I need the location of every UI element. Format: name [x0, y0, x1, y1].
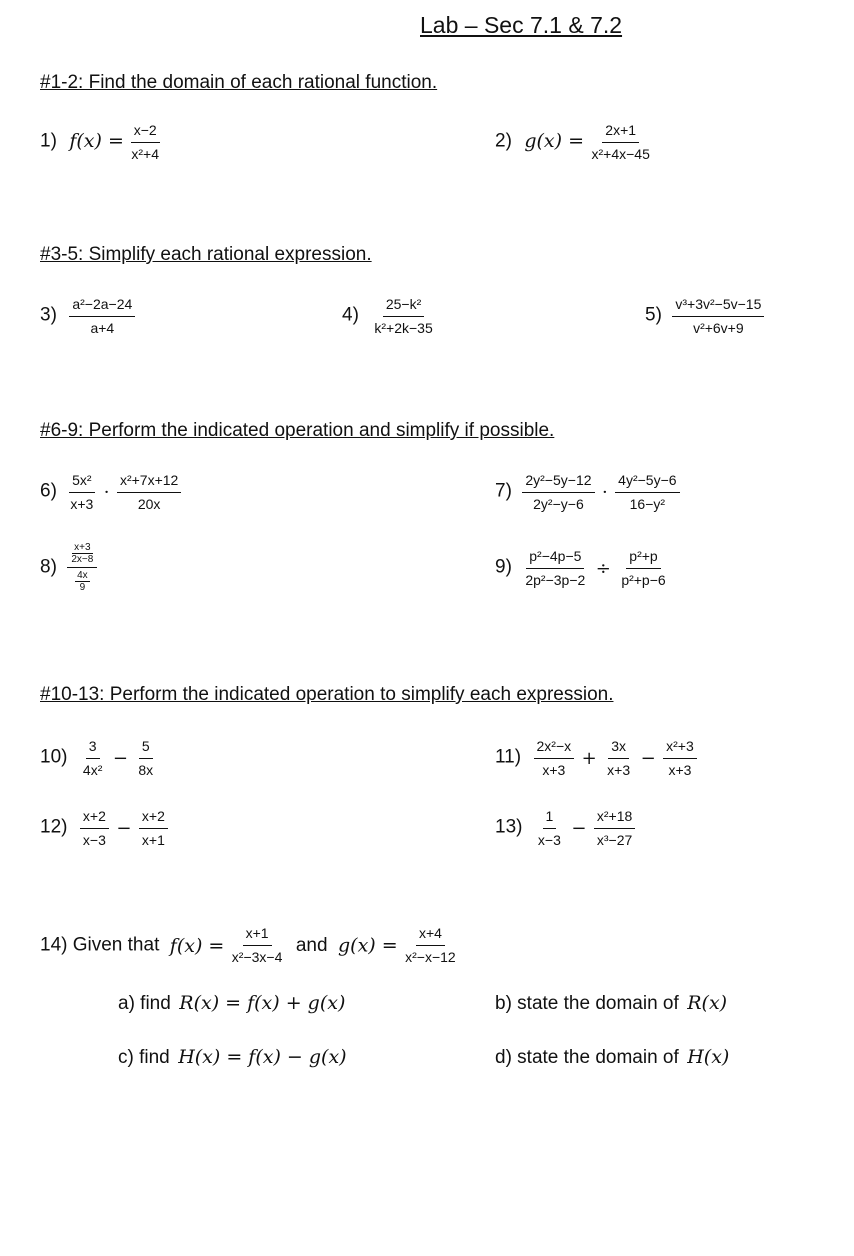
numerator: 25−k² [383, 296, 424, 317]
problem-6 [40, 472, 181, 513]
problem-number: 10) [40, 746, 68, 768]
fraction [69, 296, 135, 337]
operator: − [640, 748, 656, 769]
complex-denominator [73, 568, 92, 593]
and-word: and [295, 934, 328, 956]
part-b [495, 992, 727, 1015]
problem-number: 2) [495, 130, 512, 152]
section-heading-3: #6-9: Perform the indicated operation and simplify if possible. [40, 420, 555, 441]
numerator: x−2 [131, 122, 160, 143]
problem-13 [495, 808, 635, 849]
denominator: x²−x−12 [405, 949, 456, 965]
denominator: 9 [79, 582, 86, 593]
numerator: 5x² [69, 472, 94, 493]
denominator: x+1 [141, 832, 165, 848]
fraction [588, 122, 652, 163]
numerator: 3 [86, 738, 100, 759]
fraction [522, 472, 594, 513]
fraction [117, 472, 181, 513]
denominator: 2x−8 [71, 554, 94, 565]
problem-number: 6) [40, 480, 57, 502]
problem-number: 4) [342, 304, 359, 326]
numerator: x²+18 [594, 808, 635, 829]
denominator: x+3 [668, 762, 692, 778]
denominator: x−3 [82, 832, 106, 848]
numerator: x+1 [243, 925, 272, 946]
g-lhs: g(x) = [338, 934, 398, 957]
part-c [118, 1046, 347, 1069]
denominator: p²+p−6 [621, 572, 666, 588]
part-d [495, 1046, 729, 1069]
part-d-math: H(x) [687, 1046, 730, 1068]
problem-12 [40, 808, 168, 849]
function-lhs: g(x) = [524, 129, 585, 152]
part-c-math: H(x) = f(x) − g(x) [178, 1046, 347, 1068]
operator: ÷ [595, 558, 611, 579]
fraction [604, 738, 633, 779]
problem-number: 5) [645, 304, 662, 326]
numerator: x²+7x+12 [117, 472, 181, 493]
fraction [663, 738, 697, 779]
operator: · [103, 482, 110, 503]
numerator: v³+3v²−5v−15 [672, 296, 764, 317]
numerator: 3x [608, 738, 629, 759]
numerator: 1 [543, 808, 557, 829]
fraction [80, 738, 105, 779]
denominator: k²+2k−35 [374, 320, 433, 336]
denominator: 8x [138, 762, 154, 778]
numerator: x²+3 [663, 738, 697, 759]
denominator: x−3 [537, 832, 561, 848]
part-d-label: d) state the domain of [495, 1047, 679, 1068]
numerator: 4x [77, 570, 88, 581]
denominator: x²+4x−45 [591, 146, 650, 162]
numerator: a²−2a−24 [69, 296, 135, 317]
problem-number: 8) [40, 556, 57, 578]
problem-number: 13) [495, 816, 523, 838]
section-heading-2: #3-5: Simplify each rational expression. [40, 244, 372, 265]
fraction [535, 808, 564, 849]
problem-4 [342, 296, 436, 337]
fraction [135, 738, 156, 779]
fraction [618, 548, 668, 589]
numerator: x+3 [74, 542, 91, 553]
fraction [139, 808, 168, 849]
denominator: x+3 [542, 762, 566, 778]
denominator: 4x² [82, 762, 103, 778]
section-heading-4: #10-13: Perform the indicated operation to simplify each expression. [40, 684, 614, 705]
numerator: x+2 [80, 808, 109, 829]
f-lhs: f(x) = [169, 934, 225, 957]
fraction [594, 808, 635, 849]
numerator: 5 [139, 738, 153, 759]
problem-number: 11) [495, 746, 522, 768]
fraction [672, 296, 764, 337]
problem-14-intro: 14) Given that [40, 934, 160, 956]
fraction [67, 472, 96, 513]
part-b-label: b) state the domain of [495, 993, 679, 1014]
numerator: x+4 [416, 925, 445, 946]
denominator: 2p²−3p−2 [525, 572, 586, 588]
numerator: 2y²−5y−12 [522, 472, 594, 493]
numerator: 4y²−5y−6 [615, 472, 679, 493]
part-c-label: c) find [118, 1047, 170, 1068]
denominator: x+3 [607, 762, 631, 778]
fraction [615, 472, 679, 513]
problem-number: 12) [40, 816, 68, 838]
problem-number: 3) [40, 304, 57, 326]
problem-1 [40, 122, 162, 163]
problem-8 [40, 542, 97, 593]
fraction [522, 548, 588, 589]
part-a-math: R(x) = f(x) + g(x) [179, 992, 346, 1014]
complex-numerator [67, 542, 97, 568]
problem-9 [495, 548, 669, 589]
denominator: x+3 [70, 496, 94, 512]
problem-7 [495, 472, 680, 513]
problem-number: 1) [40, 130, 57, 152]
fraction [80, 808, 109, 849]
function-lhs: f(x) = [69, 129, 124, 152]
problem-2 [495, 122, 653, 163]
numerator: 2x²−x [534, 738, 575, 759]
problem-5 [645, 296, 764, 337]
problem-number: 7) [495, 480, 512, 502]
denominator: 20x [137, 496, 161, 512]
denominator: x²+4 [131, 146, 159, 162]
denominator: 2y²−y−6 [533, 496, 584, 512]
part-a-label: a) find [118, 993, 171, 1014]
problem-3 [40, 296, 135, 337]
fraction [371, 296, 435, 337]
f-fraction [229, 925, 286, 966]
complex-fraction [67, 542, 97, 593]
numerator: x+2 [139, 808, 168, 829]
problem-14 [40, 925, 459, 966]
numerator: p²−4p−5 [526, 548, 584, 569]
denominator: 16−y² [629, 496, 666, 512]
numerator: p²+p [626, 548, 660, 569]
problem-10 [40, 738, 156, 779]
g-fraction [402, 925, 459, 966]
fraction [534, 738, 575, 779]
page-title: Lab – Sec 7.1 & 7.2 [420, 12, 623, 38]
problem-number: 9) [495, 556, 512, 578]
operator: − [571, 818, 587, 839]
numerator: 2x+1 [602, 122, 639, 143]
part-a [118, 992, 345, 1015]
denominator: a+4 [90, 320, 115, 336]
section-heading-1: #1-2: Find the domain of each rational function. [40, 72, 438, 93]
operator: − [116, 818, 132, 839]
fraction [128, 122, 162, 163]
operator: · [601, 482, 608, 503]
problem-11 [495, 738, 697, 779]
denominator: x³−27 [596, 832, 633, 848]
operator: − [112, 748, 128, 769]
denominator: v²+6v+9 [693, 320, 744, 336]
denominator: x²−3x−4 [231, 949, 283, 965]
part-b-math: R(x) [687, 992, 728, 1014]
operator: + [581, 748, 597, 769]
